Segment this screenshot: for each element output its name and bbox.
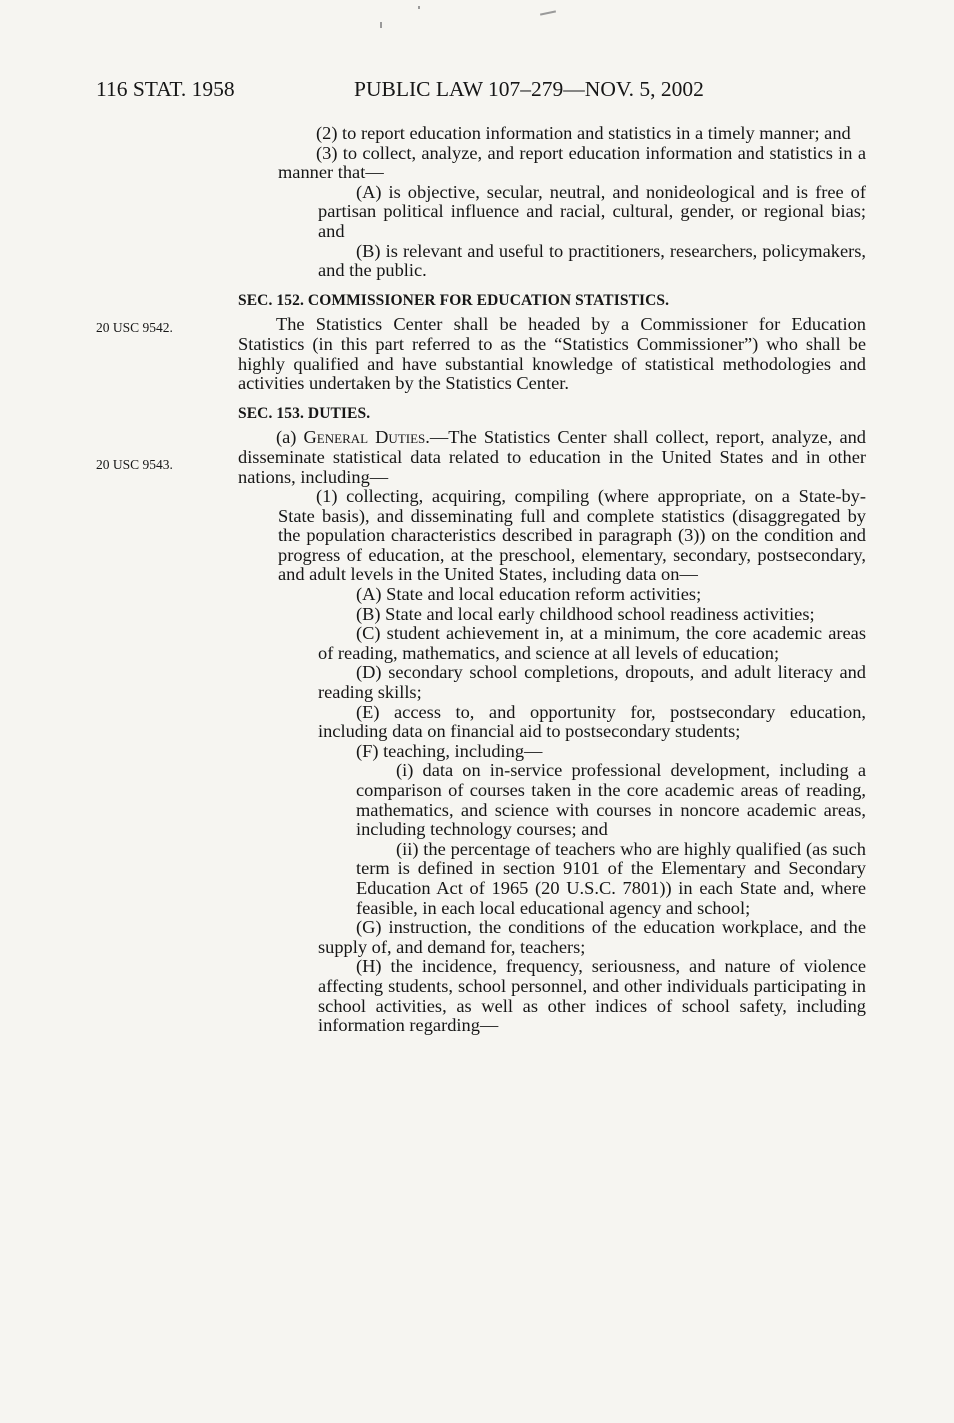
subsection-a (238, 428, 866, 487)
subparagraph-153-E: (E) access to, and opportunity for, postsecondary education, including data on financial aid to postsecondary students; (318, 701, 866, 742)
clause-F-ii: (ii) the percentage of teachers who are highly qualified (as such term is defined in section 9101 of the Elementary and Secondary Education Act of 1965 (20 U.S.C. 7801)) in each State and, where feasible, in each local educational agency and school; (356, 838, 866, 918)
subparagraph-153-B: (B) State and local early childhood school readiness activities; (356, 603, 815, 624)
subparagraph-153-G: (G) instruction, the conditions of the education workplace, and the supply of, and demand for, teachers; (318, 917, 866, 957)
subsection-a-label: (a) (276, 427, 297, 448)
scan-speck (380, 22, 382, 28)
body-text (238, 124, 866, 1036)
clause-F-i: (i) data on in-service professional development, including a comparison of courses taken in the core academic areas of reading, mathematics, and science with courses in noncore academic areas, including technology courses; and (356, 760, 866, 840)
section-152-text: The Statistics Center shall be headed by a Commissioner for Education Statistics (in this part referred to as the “Statistics Commissioner”) who shall be highly qualified and have substantial knowledge of statistical methodologies and activities undertaken by the Statistics Center. (238, 314, 866, 394)
subparagraph-153-A: (A) State and local education reform activities; (356, 584, 702, 605)
subparagraph-153-F: (F) teaching, including— (356, 740, 543, 761)
subparagraph-153-H: (H) the incidence, frequency, seriousness, and nature of violence affecting students, school personnel, and other individuals participating in school activities, as well as other indices of school safety, including information regarding— (318, 956, 866, 1036)
subparagraph-A: (A) is objective, secular, neutral, and nonideological and is free of partisan political influence and racial, cultural, gender, or regional bias; and (318, 181, 866, 241)
paragraph-item-3: (3) to collect, analyze, and report education information and statistics in a manner that— (278, 142, 866, 183)
paragraph-1: (1) collecting, acquiring, compiling (where appropriate, on a State-by-State basis), and disseminating full and complete statistics (disaggregated by the population characteristics described in paragraph (3)) on the condition and progress of education, at the preschool, elementary, secondary, postsecondary, and adult levels in the United States, including data on— (278, 486, 866, 585)
law-title: PUBLIC LAW 107–279—NOV. 5, 2002 (354, 77, 704, 101)
scan-speck (540, 10, 556, 15)
scan-speck (418, 6, 420, 9)
subsection-a-title: General Duties. (303, 427, 430, 448)
margin-citation-9542: 20 USC 9542. (96, 320, 173, 335)
subparagraph-B: (B) is relevant and useful to practitioners, researchers, policymakers, and the public. (318, 240, 866, 281)
margin-citation-9543: 20 USC 9543. (96, 457, 173, 472)
section-153-heading: SEC. 153. DUTIES. (238, 404, 371, 422)
paragraph-item-2: (2) to report education information and statistics in a timely manner; and (316, 123, 851, 143)
section-152-heading: SEC. 152. COMMISSIONER FOR EDUCATION STATISTICS. (238, 291, 670, 309)
page-number: 116 STAT. 1958 (96, 77, 235, 101)
subparagraph-153-C: (C) student achievement in, at a minimum, the core academic areas of reading, mathematics, and science at all levels of education; (318, 623, 866, 663)
subparagraph-153-D: (D) secondary school completions, dropouts, and adult literacy and reading skills; (318, 662, 866, 703)
subsection-a-text: —The Statistics Center shall collect, report, analyze, and disseminate statistical data related to education in the United States and in other nations, including— (238, 427, 866, 487)
